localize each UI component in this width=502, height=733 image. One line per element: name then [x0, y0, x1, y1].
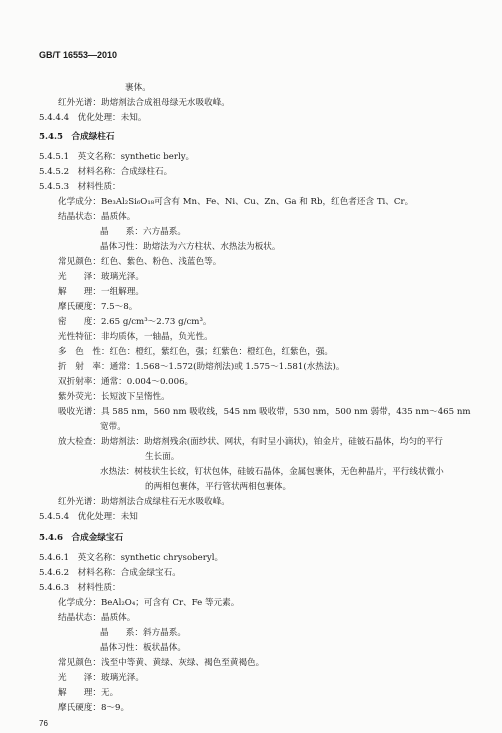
- text-line: 光 泽：玻璃光泽。: [58, 272, 144, 282]
- text-line: 化学成分：BeAl₂O₄；可含有 Cr、Fe 等元素。: [58, 598, 240, 608]
- text-line: 常见颜色：浅至中等黄、黄绿、灰绿、褐色至黄褐色。: [58, 658, 265, 668]
- text-line: 晶体习性：板状晶体。: [100, 643, 186, 653]
- text-line: 晶体习性：助熔法为六方柱状、水热法为板状。: [100, 242, 281, 252]
- section-heading: 5.4.5 合成绿柱石: [39, 132, 115, 142]
- clause-heading: 5.4.6.3 材料性质：: [39, 583, 121, 593]
- clause-heading: 5.4.5.3 材料性质：: [39, 182, 121, 192]
- text-line: 红外光谱：助熔剂法合成祖母绿无水吸收峰。: [58, 98, 230, 108]
- text-line: 摩氏硬度：7.5～8。: [58, 302, 138, 312]
- text-line: 光性特征：非均质体，一轴晶，负光性。: [58, 332, 213, 342]
- text-line: 双折射率：通常：0.004～0.006。: [58, 377, 194, 387]
- text-line: 密 度：2.65 g/cm³～2.73 g/cm³。: [58, 317, 212, 327]
- section-heading: 5.4.6 合成金绿宝石: [39, 533, 124, 543]
- text-line: 化学成分：Be₃Al₂Si₆O₁₈可含有 Mn、Fe、Ni、Cu、Zn、Ga 和 Rb，红色者还含 Ti、Cr。: [58, 197, 414, 207]
- text-line: 常见颜色：红色、紫色、粉色、浅蓝色等。: [58, 257, 222, 267]
- text-line: 解 理：无。: [58, 688, 119, 698]
- clause-heading: 5.4.4.4 优化处理：未知。: [39, 113, 147, 123]
- clause-heading: 5.4.5.4 优化处理：未知: [39, 512, 138, 522]
- clause-heading: 5.4.5.2 材料名称：合成绿柱石。: [39, 167, 173, 177]
- text-line: 生长面。: [145, 452, 180, 462]
- text-line: 裹体。: [125, 83, 151, 93]
- text-line: 的两相包裹体，平行管状两相包裹体。: [145, 482, 292, 492]
- text-line: 光 泽：玻璃光泽。: [58, 673, 144, 683]
- text-line: 多 色 性：红色：橙红，紫红色，强；红紫色：橙红色，红紫色，强。: [58, 347, 334, 357]
- text-line: 水热法：树枝状生长纹，钉状包体，硅铍石晶体，金属包裹体，无色种晶片，平行线状微小: [100, 467, 444, 477]
- clause-heading: 5.4.6.1 英文名称：synthetic chrysoberyl。: [39, 553, 224, 563]
- text-line: 结晶状态：晶质体。: [58, 212, 136, 222]
- text-line: 结晶状态：晶质体。: [58, 613, 136, 623]
- clause-heading: 5.4.5.1 英文名称：synthetic berly。: [39, 152, 195, 162]
- text-line: 晶 系：六方晶系。: [100, 227, 186, 237]
- text-line: 宽带。: [100, 422, 126, 432]
- page-number: 76: [39, 719, 48, 728]
- text-line: 晶 系：斜方晶系。: [100, 628, 186, 638]
- text-line: 折 射 率：通常：1.568～1.572(助熔剂法)或 1.575～1.581(水热法)。: [58, 362, 345, 372]
- text-line: 摩氏硬度：8～9。: [58, 703, 130, 713]
- standard-header: GB/T 16553—2010: [39, 50, 118, 60]
- text-line: 吸收光谱：具 585 nm，560 nm 吸收线，545 nm 吸收带，530 nm，500 nm 弱带，435 nm～465 nm: [58, 407, 471, 417]
- text-line: 解 理：一组解理。: [58, 287, 144, 297]
- text-line: 放大检查：助熔剂法：助熔剂残余(面纱状、网状，有时呈小滴状)，铂金片，硅铍石晶体，均匀的平行: [58, 437, 443, 447]
- clause-heading: 5.4.6.2 材料名称：合成金绿宝石。: [39, 568, 181, 578]
- text-line: 红外光谱：助熔剂法合成绿柱石无水吸收峰。: [58, 497, 230, 507]
- text-line: 紫外荧光：长短波下呈惰性。: [58, 392, 170, 402]
